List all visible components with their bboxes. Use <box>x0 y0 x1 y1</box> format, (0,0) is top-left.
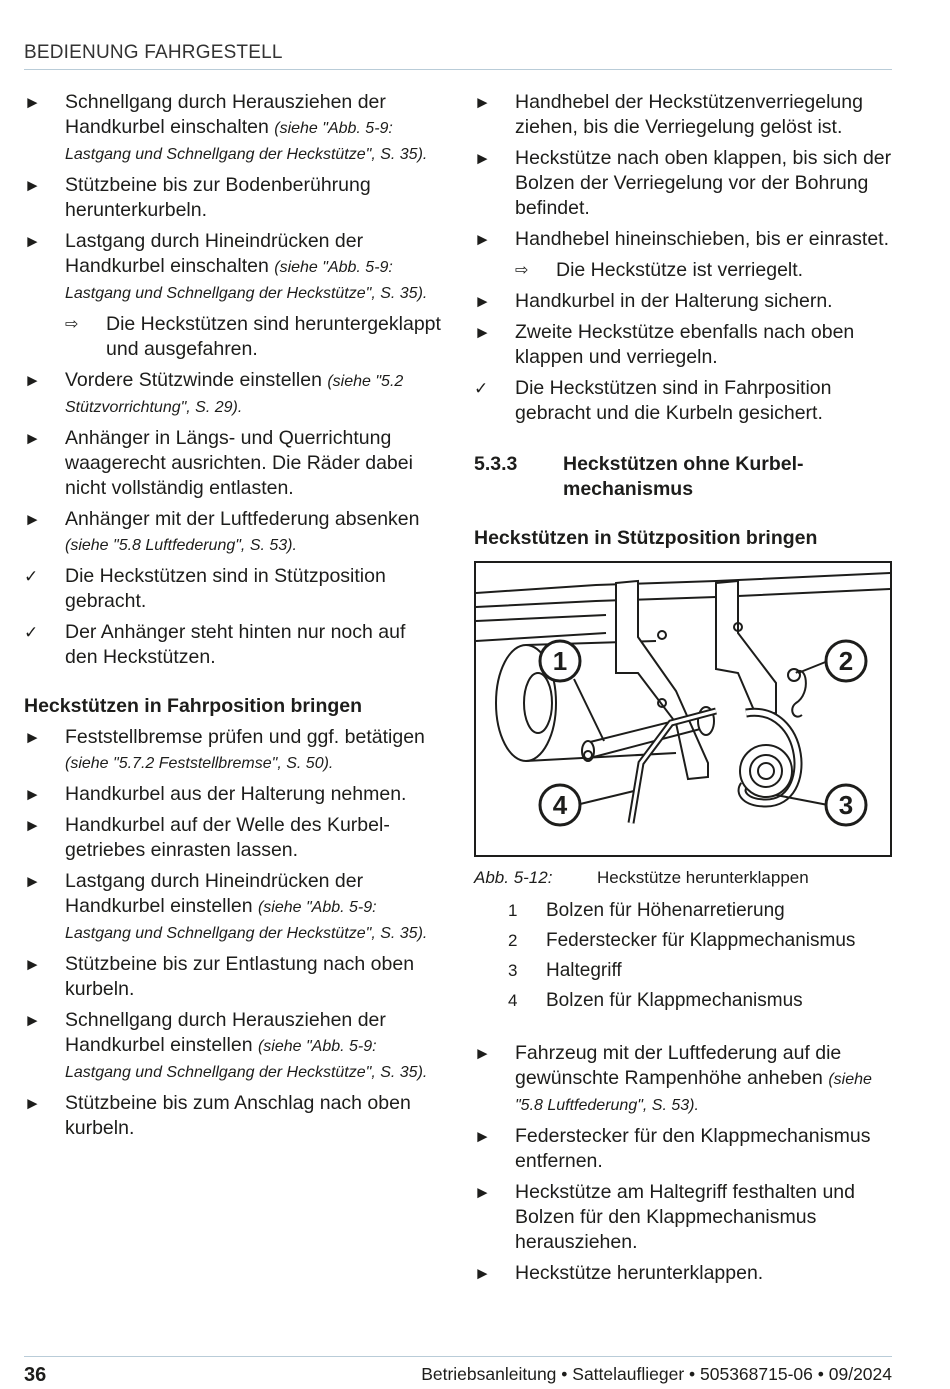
step-text: Lastgang durch Hineindrücken der Handkurbel einstellen <box>65 870 364 917</box>
step-text: Heckstütze am Haltegriff festhalten und Bolzen für den Klappmechanismus herausziehen. <box>515 1181 855 1253</box>
document-info: Betriebsanleitung • Sattelauflieger • 505368715-06 • 09/2024 <box>421 1364 892 1384</box>
step-text: Die Heckstützen sind heruntergeklappt und ausgefahren. <box>106 313 441 360</box>
instruction-step <box>24 426 442 501</box>
cross-reference: (siehe "5.7.2 Feststellbremse", S. 50). <box>65 755 334 772</box>
figure-caption <box>474 867 892 889</box>
triangle-bullet-icon: ► <box>474 323 491 342</box>
triangle-bullet-icon: ► <box>24 176 41 195</box>
callout-4-label: 4 <box>552 790 568 820</box>
step-text: Lastgang durch Hineindrücken der Handkurbel einschalten <box>65 230 364 277</box>
instruction-step <box>24 725 442 776</box>
step-text: Heckstütze herunterklappen. <box>515 1262 764 1284</box>
heading-drive-position: Heckstützen in Fahrposition bringen <box>24 695 363 717</box>
legend-text: Bolzen für Höhenarretierung <box>546 900 785 921</box>
figure-support-fold <box>474 561 892 857</box>
instruction-step <box>474 1041 892 1118</box>
checkmark-icon: ✓ <box>24 623 39 642</box>
caption-label: Abb. 5-12: <box>474 868 553 887</box>
triangle-bullet-icon: ► <box>24 816 41 835</box>
instruction-step <box>24 869 442 946</box>
cross-reference: (siehe "Abb. 5-9: Lastgang und Schnellgang der Heckstütze", S. 35). <box>65 899 428 942</box>
page-header: BEDIENUNG FAHRGESTELL <box>24 42 892 70</box>
section-title: Heckstützen ohne Kurbelmechanismus <box>563 453 804 500</box>
triangle-bullet-icon: ► <box>474 1264 491 1283</box>
triangle-bullet-icon: ► <box>474 230 491 249</box>
legend-row <box>474 929 892 953</box>
left-block-1 <box>24 90 442 670</box>
cross-reference: (siehe "5.8 Luftfederung", S. 53). <box>515 1071 872 1114</box>
right-block-1 <box>474 90 892 426</box>
instruction-step <box>24 1008 442 1085</box>
instruction-step <box>474 227 892 252</box>
callout-2-label: 2 <box>838 646 854 676</box>
instruction-step <box>24 229 442 306</box>
step-text: Handkurbel aus der Halterung nehmen. <box>65 783 407 805</box>
result-arrow-icon: ⇨ <box>65 316 79 333</box>
triangle-bullet-icon: ► <box>24 872 41 891</box>
triangle-bullet-icon: ► <box>24 1094 41 1113</box>
left-column <box>24 90 442 1147</box>
step-text: Vordere Stützwinde einstellen <box>65 369 322 391</box>
legend-text: Bolzen für Klappmechanismus <box>546 990 803 1011</box>
callout-1-label: 1 <box>552 646 568 676</box>
section-number: 5.3.3 <box>474 453 518 475</box>
legend-text: Federstecker für Klappmechanismus <box>546 930 856 951</box>
legend-text: Haltegriff <box>546 960 622 981</box>
support-illustration <box>476 563 890 855</box>
result-arrow-icon: ⇨ <box>515 262 529 279</box>
step-text: Handkurbel in der Halterung sichern. <box>515 290 833 312</box>
instruction-step <box>24 368 442 420</box>
triangle-bullet-icon: ► <box>24 785 41 804</box>
legend-number: 3 <box>508 961 518 980</box>
legend-row <box>474 989 892 1013</box>
triangle-bullet-icon: ► <box>24 371 41 390</box>
callout-3-label: 3 <box>838 790 854 820</box>
step-text: Handhebel der Heckstützenverriegelung ziehen, bis die Verriegelung gelöst ist. <box>515 91 863 138</box>
checkmark-icon: ✓ <box>474 379 489 398</box>
step-text: Fahrzeug mit der Luftfederung auf die gewünschte Rampenhöhe anheben <box>515 1042 842 1089</box>
cross-reference: (siehe "Abb. 5-9: Lastgang und Schnellgang der Heckstütze", S. 35). <box>65 259 428 302</box>
legend-row <box>474 959 892 983</box>
figure-legend <box>474 899 892 1013</box>
step-text: Handkurbel auf der Welle des Kurbelgetriebes einrasten lassen. <box>65 814 390 861</box>
triangle-bullet-icon: ► <box>24 429 41 448</box>
legend-number: 4 <box>508 991 518 1010</box>
step-text: Stützbeine bis zur Entlastung nach oben kurbeln. <box>65 953 415 1000</box>
triangle-bullet-icon: ► <box>474 1183 491 1202</box>
completion-check <box>24 564 442 614</box>
step-text: Heckstütze nach oben klappen, bis sich der Bolzen der Verriegelung vor der Bohrung befindet. <box>515 147 892 219</box>
instruction-step <box>24 90 442 167</box>
result-note <box>474 258 892 283</box>
instruction-step <box>474 1261 892 1286</box>
legend-row <box>474 899 892 923</box>
step-text: Zweite Heckstütze ebenfalls nach oben klappen und verriegeln. <box>515 321 855 368</box>
legend-number: 1 <box>508 901 518 920</box>
checkmark-icon: ✓ <box>24 567 39 586</box>
instruction-step <box>24 1091 442 1141</box>
caption-text: Heckstütze herunterklappen <box>597 868 809 887</box>
cross-reference: (siehe "5.2 Stützvorrichtung", S. 29). <box>65 373 404 416</box>
triangle-bullet-icon: ► <box>474 1127 491 1146</box>
triangle-bullet-icon: ► <box>24 232 41 251</box>
right-block-2 <box>474 1041 892 1286</box>
step-text: Schnellgang durch Herausziehen der Handkurbel einstellen <box>65 1009 386 1056</box>
step-text: Die Heckstütze ist verriegelt. <box>556 259 804 281</box>
step-text: Stützbeine bis zur Bodenberührung herunterkurbeln. <box>65 174 371 221</box>
step-text: Feststellbremse prüfen und ggf. betätigen <box>65 726 425 748</box>
cross-reference: (siehe "Abb. 5-9: Lastgang und Schnellgang der Heckstütze", S. 35). <box>65 120 428 163</box>
triangle-bullet-icon: ► <box>474 149 491 168</box>
instruction-step <box>474 90 892 140</box>
section-heading <box>474 452 892 502</box>
result-note <box>24 312 442 362</box>
step-text: Die Heckstützen sind in Stützposition gebracht. <box>65 565 386 612</box>
cross-reference: (siehe "5.8 Luftfederung", S. 53). <box>65 537 297 554</box>
instruction-step <box>24 782 442 807</box>
page-footer <box>24 1356 892 1389</box>
step-text: Anhänger mit der Luftfederung absenken <box>65 508 420 530</box>
heading-support-position: Heckstützen in Stützposition bringen <box>474 527 818 549</box>
instruction-step <box>474 1180 892 1255</box>
step-text: Federstecker für den Klappmechanismus entfernen. <box>515 1125 871 1172</box>
triangle-bullet-icon: ► <box>474 292 491 311</box>
instruction-step <box>24 813 442 863</box>
step-text: Die Heckstützen sind in Fahrposition gebracht und die Kurbeln gesichert. <box>515 377 832 424</box>
legend-number: 2 <box>508 931 518 950</box>
triangle-bullet-icon: ► <box>24 955 41 974</box>
left-block-2 <box>24 725 442 1141</box>
step-text: Handhebel hineinschieben, bis er einrastet. <box>515 228 889 250</box>
completion-check <box>24 620 442 670</box>
step-text: Stützbeine bis zum Anschlag nach oben kurbeln. <box>65 1092 411 1139</box>
triangle-bullet-icon: ► <box>474 1044 491 1063</box>
step-text: Anhänger in Längs- und Querrichtung waagerecht ausrichten. Die Räder dabei nicht vollständig entlasten. <box>65 427 413 499</box>
instruction-step <box>474 289 892 314</box>
cross-reference: (siehe "Abb. 5-9: Lastgang und Schnellgang der Heckstütze", S. 35). <box>65 1038 428 1081</box>
step-text: Der Anhänger steht hinten nur noch auf den Heckstützen. <box>65 621 406 668</box>
triangle-bullet-icon: ► <box>24 510 41 529</box>
triangle-bullet-icon: ► <box>474 93 491 112</box>
page-number: 36 <box>24 1364 47 1386</box>
instruction-step <box>24 173 442 223</box>
right-column <box>474 90 892 1292</box>
step-text: Schnellgang durch Herausziehen der Handkurbel einschalten <box>65 91 386 138</box>
instruction-step <box>474 146 892 221</box>
triangle-bullet-icon: ► <box>24 728 41 747</box>
completion-check <box>474 376 892 426</box>
instruction-step <box>24 952 442 1002</box>
instruction-step <box>474 320 892 370</box>
triangle-bullet-icon: ► <box>24 93 41 112</box>
triangle-bullet-icon: ► <box>24 1011 41 1030</box>
instruction-step <box>24 507 442 558</box>
instruction-step <box>474 1124 892 1174</box>
